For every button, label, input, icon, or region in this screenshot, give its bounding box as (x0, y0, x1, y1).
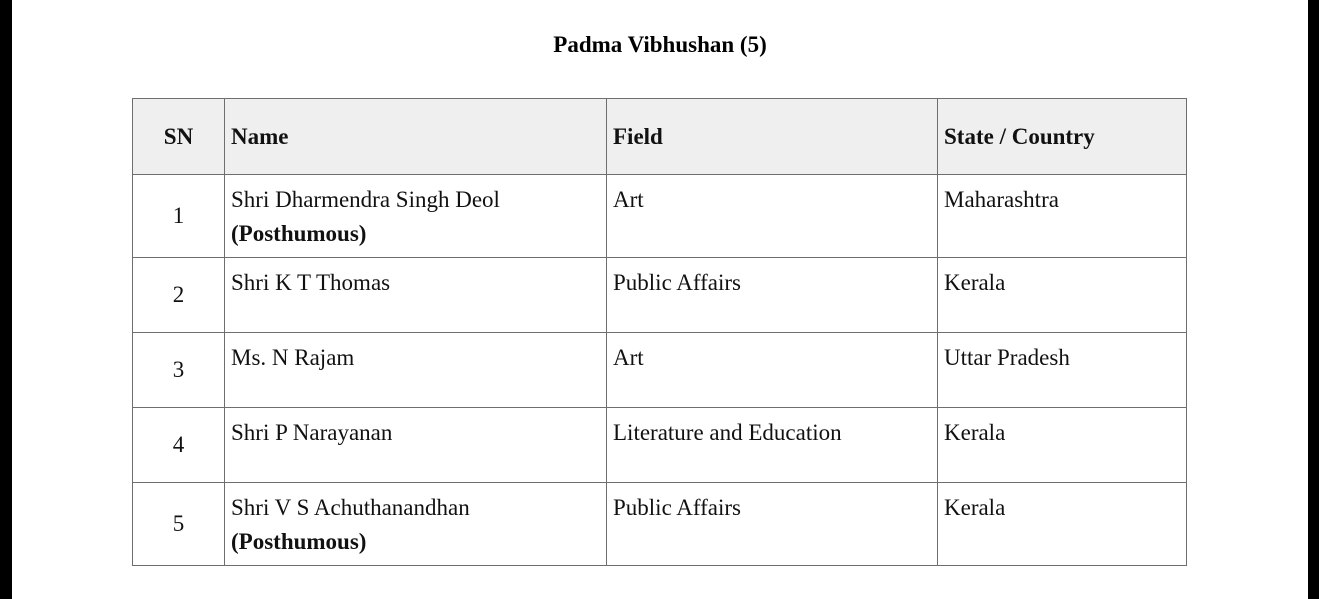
table-header-row (133, 99, 1187, 175)
cell-field: Literature and Education (607, 408, 938, 483)
cell-state: Kerala (938, 258, 1187, 333)
awardee-name: Shri P Narayanan (231, 420, 393, 445)
cell-sn: 1 (133, 175, 225, 258)
column-header-name: Name (225, 99, 607, 175)
cell-state: Maharashtra (938, 175, 1187, 258)
document-page (12, 0, 1308, 599)
cell-field: Public Affairs (607, 258, 938, 333)
column-header-sn: SN (133, 99, 225, 175)
awardee-name: Ms. N Rajam (231, 345, 355, 370)
cell-state: Kerala (938, 483, 1187, 566)
posthumous-note: (Posthumous) (231, 529, 367, 554)
cell-name (225, 408, 607, 483)
cell-field: Art (607, 333, 938, 408)
cell-state: Uttar Pradesh (938, 333, 1187, 408)
table-row (133, 483, 1187, 566)
posthumous-note: (Posthumous) (231, 221, 367, 246)
cell-state: Kerala (938, 408, 1187, 483)
awards-table (132, 98, 1187, 566)
column-header-state: State / Country (938, 99, 1187, 175)
cell-name (225, 175, 607, 258)
table-row (133, 408, 1187, 483)
table-row (133, 258, 1187, 333)
awardee-name: Shri Dharmendra Singh Deol (231, 187, 500, 212)
page-title: Padma Vibhushan (5) (553, 32, 767, 57)
cell-sn: 2 (133, 258, 225, 333)
column-header-field: Field (607, 99, 938, 175)
table-row (133, 175, 1187, 258)
cell-name (225, 258, 607, 333)
cell-name (225, 333, 607, 408)
awardee-name: Shri K T Thomas (231, 270, 391, 295)
cell-sn: 5 (133, 483, 225, 566)
cell-sn: 4 (133, 408, 225, 483)
cell-sn: 3 (133, 333, 225, 408)
cell-field: Art (607, 175, 938, 258)
cell-name (225, 483, 607, 566)
cell-field: Public Affairs (607, 483, 938, 566)
awardee-name: Shri V S Achuthanandhan (231, 495, 470, 520)
table-row (133, 333, 1187, 408)
